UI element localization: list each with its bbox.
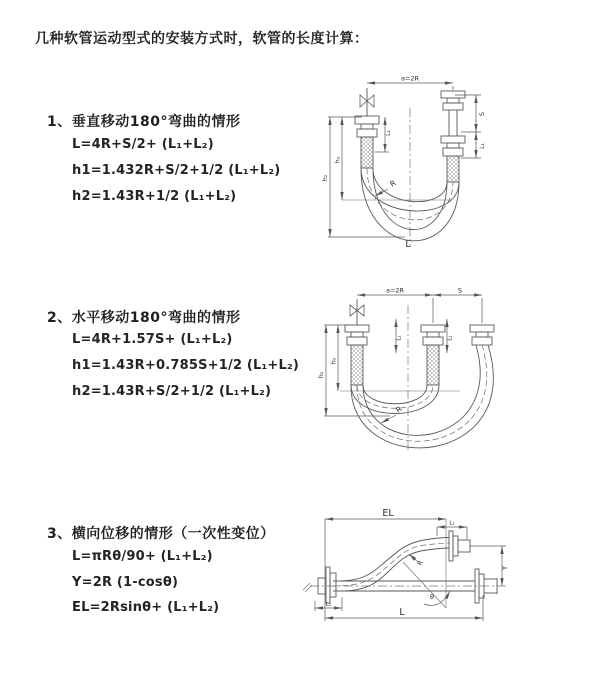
right-flange — [470, 325, 494, 345]
dim-label-h1: h₁ — [329, 357, 338, 365]
dim-label-a2r: a=2R — [385, 286, 405, 295]
formula-line: L=4R+1.57S+ (L₁+L₂) — [72, 332, 233, 347]
dim-label-s: S — [457, 286, 463, 295]
radius-label: R — [415, 559, 425, 567]
dim-label-l1-top: L₁ — [449, 520, 455, 527]
formula-line: EL=2Rsinθ+ (L₁+L₂) — [72, 600, 220, 615]
dim-label-l1-right: L₁ — [479, 143, 486, 149]
page-title: 几种软管运动型式的安装方式时，软管的长度计算： — [35, 31, 369, 47]
dim-label-y: Y — [501, 565, 509, 571]
right-flange — [441, 91, 465, 182]
length-label: L — [399, 607, 405, 618]
section-3-heading: 3、横向位移的情形（一次性变位） — [47, 526, 275, 542]
hose-u-bend — [351, 345, 493, 448]
dim-label-h2: h₂ — [317, 371, 325, 379]
dim-label-s: S — [478, 111, 486, 117]
formula-line: h1=1.432R+S/2+1/2 (L₁+L₂) — [72, 163, 281, 178]
formula-line: L=πRθ/90+ (L₁+L₂) — [72, 549, 213, 564]
section-2-heading: 2、水平移动180°弯曲的情形 — [47, 310, 241, 326]
section-1-heading: 1、垂直移动180°弯曲的情形 — [47, 114, 241, 130]
left-flange — [345, 325, 369, 385]
dim-label-h1: h₁ — [333, 156, 342, 164]
dim-label-l1-left: L₁ — [396, 335, 403, 341]
dimension-lines — [324, 295, 482, 423]
dim-label-a2r: a=2R — [400, 74, 420, 83]
diagram-vertical-180-bend — [310, 70, 600, 250]
formula-line: h1=1.43R+0.785S+1/2 (L₁+L₂) — [72, 358, 300, 373]
diagram-lateral-displacement — [300, 505, 600, 650]
dim-label-h2: h₂ — [321, 174, 329, 182]
length-label: L — [405, 239, 411, 250]
valve-icon — [350, 299, 364, 325]
construction-line — [403, 562, 446, 608]
formula-line: h2=1.43R+S/2+1/2 (L₁+L₂) — [72, 384, 272, 399]
dim-label-el: EL — [382, 508, 394, 519]
left-flange — [355, 116, 379, 168]
break-mark — [303, 583, 312, 592]
radius-label: R — [388, 178, 398, 189]
dim-label-l1-left: L₁ — [385, 130, 392, 136]
formula-line: h2=1.43R+1/2 (L₁+L₂) — [72, 189, 237, 204]
formula-line: L=4R+S/2+ (L₁+L₂) — [72, 137, 214, 152]
radius-label: R — [394, 404, 404, 415]
angle-label: θ — [430, 593, 434, 601]
diagram-horizontal-180-bend — [310, 283, 600, 461]
valve-icon — [360, 88, 374, 116]
middle-flange — [421, 325, 445, 385]
formula-line: Y=2R (1-cosθ) — [72, 575, 179, 590]
curved-hose-position — [333, 538, 450, 592]
left-flange — [318, 567, 336, 603]
dim-label-l1-mid: L₁ — [447, 335, 454, 341]
dim-label-l1-left: L₁ — [325, 602, 332, 608]
